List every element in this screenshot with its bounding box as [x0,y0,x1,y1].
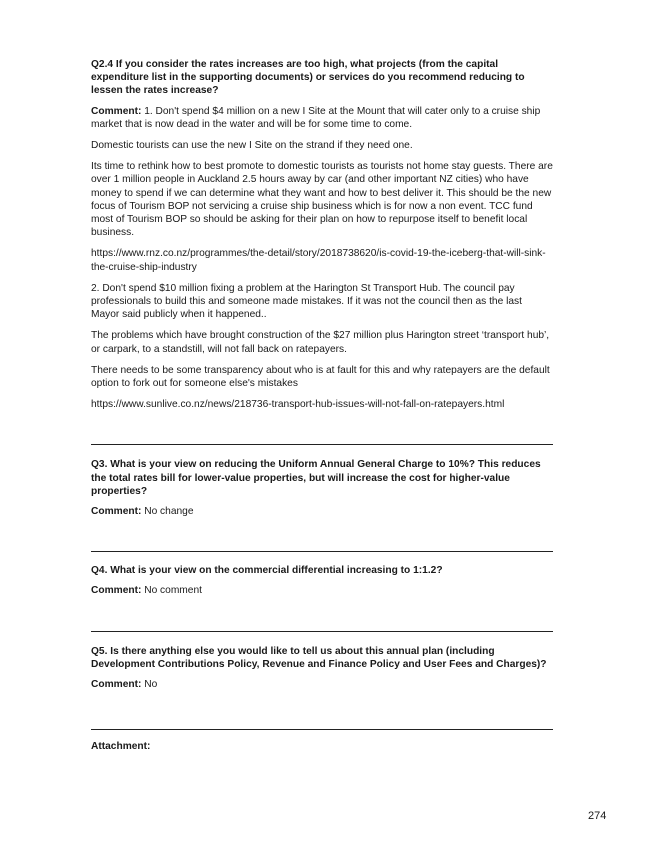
paragraph: There needs to be some transparency about who is at fault for this and why ratepayers are the default option to fork out for someone else's mistakes [91,364,550,390]
comment-label: Comment: [91,679,142,691]
comment-label: Comment: [91,506,142,518]
comment-text: No change [141,506,194,518]
document-body [91,58,553,761]
paragraph: 2. Don't spend $10 million fixing a problem at the Harington St Transport Hub. The council pay professionals to build this and someone made mistakes. If it was not the council then as the last Mayor said publicly when it happened.. [91,282,522,321]
comment-q4 [91,584,553,597]
comment-label: Comment: [91,585,142,597]
comment-label: Comment: [91,105,142,117]
divider [91,444,553,445]
divider [91,551,553,552]
page-number: 274 [588,810,607,822]
question-q3: Q3. What is your view on reducing the Uniform Annual General Charge to 10%? This reduces the total rates bill for lower-value properties, but will increase the cost for higher-value properties? [91,459,541,497]
url-text: https://www.rnz.co.nz/programmes/the-detail/story/2018738620/is-covid-19-the-iceberg-that-will-sink-the-cruise-ship-industry [91,248,546,273]
comment-text: No comment [141,585,202,597]
divider [91,631,553,632]
question-q4: Q4. What is your view on the commercial differential increasing to 1:1.2? [91,565,443,577]
paragraph: Domestic tourists can use the new I Site on the strand if they need one. [91,140,413,152]
comment-q2-4 [91,105,553,131]
comment-text: No [141,679,158,691]
question-q5: Q5. Is there anything else you would like to tell us about this annual plan (including Development Contributions Policy, Revenue and Finance Policy and User Fees and Charges)? [91,645,547,670]
question-q2-4: Q2.4 If you consider the rates increases are too high, what projects (from the capital expenditure list in the supporting documents) or services do you recommend reducing to lessen the rates increase? [91,59,525,97]
comment-q3 [91,505,553,518]
url-text: https://www.sunlive.co.nz/news/218736-transport-hub-issues-will-not-fall-on-ratepayers.html [91,399,505,411]
paragraph: The problems which have brought construction of the $27 million plus Harington street ‘transport hub’, or carpark, to a standstill, will not fall back on ratepayers. [91,330,550,355]
divider [91,729,553,730]
comment-text: 1. Don't spend $4 million on a new I Site at the Mount that will cater only to a cruise ship market that is now dead in the water and will be for some time to come. [91,105,541,130]
paragraph: Its time to rethink how to best promote to domestic tourists as tourists not home stay guests. There are over 1 million people in Auckland 2.5 hours away by car (and other important NZ cities) who have money to spend if we can determine what they want and how to best deliver it. This should be the new focus of Tourism BOP not servicing a cruise ship business which is for now a non event. TCC fund most of Tourism BOP so should be asking for their plan on how to repurpose itself to benefit local business. [91,161,553,239]
attachment-label: Attachment: [91,741,151,753]
comment-q5 [91,678,553,691]
